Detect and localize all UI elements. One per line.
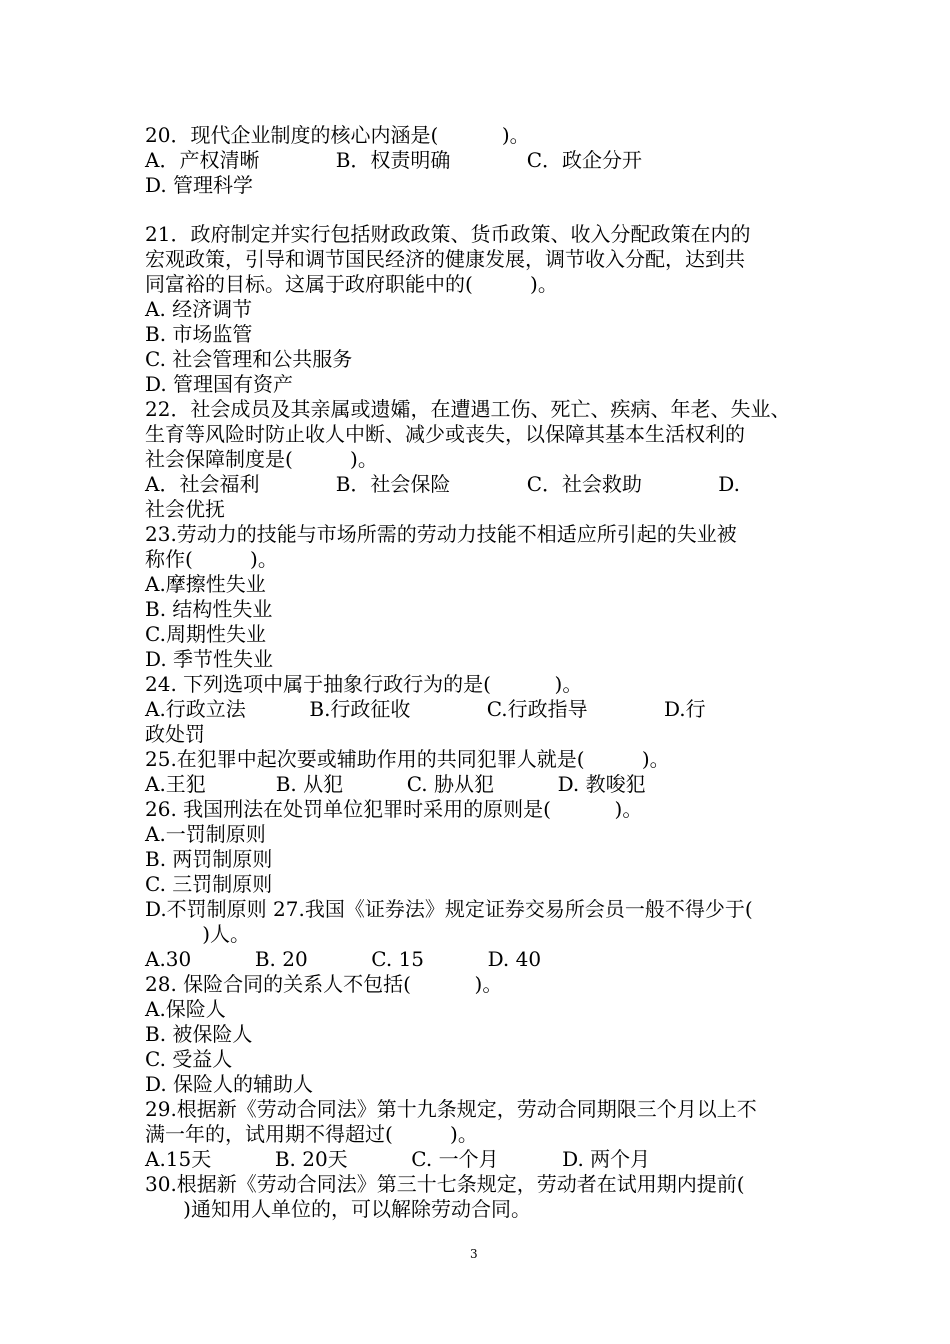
q28-option-b: B. 被保险人 [145,1022,253,1046]
q20-question: 20．现代企业制度的核心内涵是( )。 [145,123,530,147]
q29-options: A.15天 B. 20天 C. 一个月 D. 两个月 [145,1147,651,1171]
q26-option-b: B. 两罚制原则 [145,847,273,871]
q30-question-line1: 30.根据新《劳动合同法》第三十七条规定，劳动者在试用期内提前( [145,1172,745,1196]
q25-question: 25.在犯罪中起次要或辅助作用的共同犯罪人就是( )。 [145,747,670,771]
q25-options: A.王犯 B. 从犯 C. 胁从犯 D. 教唆犯 [145,772,646,796]
q23-option-d: D. 季节性失业 [145,647,274,671]
q21-question-line1: 21．政府制定并实行包括财政政策、货币政策、收入分配政策在内的 [145,222,751,246]
q28-option-c: C. 受益人 [145,1047,233,1071]
q23-option-a: A.摩擦性失业 [145,572,266,596]
q30-question-line2: )通知用人单位的，可以解除劳动合同。 [145,1197,531,1221]
q22-options: A．社会福利 B．社会保险 C．社会救助 D. [145,472,740,496]
q20-option-d: D. 管理科学 [145,173,254,197]
q21-option-d: D. 管理国有资产 [145,372,294,396]
q27-question-cont: )人。 [145,922,251,946]
page-number: 3 [470,1247,478,1261]
q23-option-c: C.周期性失业 [145,622,266,646]
q26-option-d-q27-question: D.不罚制原则 27.我国《证券法》规定证券交易所会员一般不得少于( [145,897,753,921]
q23-question-line1: 23.劳动力的技能与市场所需的劳动力技能不相适应所引起的失业被 [145,522,737,546]
q28-question: 28. 保险合同的关系人不包括( )。 [145,972,503,996]
q22-question-line3: 社会保障制度是( )。 [145,447,378,471]
q20-options: A．产权清晰 B．权责明确 C．政企分开 [145,148,643,172]
q23-option-b: B. 结构性失业 [145,597,273,621]
q23-question-line2: 称作( )。 [145,547,278,571]
q22-options-cont: 社会优抚 [145,497,225,521]
q26-question: 26. 我国刑法在处罚单位犯罪时采用的原则是( )。 [145,797,643,821]
q21-option-a: A. 经济调节 [145,297,253,321]
q29-question-line2: 满一年的，试用期不得超过( )。 [145,1122,478,1146]
q29-question-line1: 29.根据新《劳动合同法》第十九条规定，劳动合同期限三个月以上不 [145,1097,757,1121]
q24-options: A.行政立法 B.行政征收 C.行政指导 D.行 [145,697,706,721]
q21-option-c: C. 社会管理和公共服务 [145,347,353,371]
q22-question-line1: 22．社会成员及其亲属或遗孀，在遭遇工伤、死亡、疾病、年老、失业、 [145,397,791,421]
q21-option-b: B. 市场监管 [145,322,253,346]
q27-options: A.30 B. 20 C. 15 D. 40 [145,947,542,971]
q24-question: 24. 下列选项中属于抽象行政行为的是( )。 [145,672,583,696]
q21-question-line3: 同富裕的目标。这属于政府职能中的( )。 [145,272,558,296]
q21-question-line2: 宏观政策，引导和调节国民经济的健康发展，调节收入分配，达到共 [145,247,745,271]
q26-option-a: A.一罚制原则 [145,822,266,846]
q24-options-cont: 政处罚 [145,722,205,746]
q28-option-a: A.保险人 [145,997,226,1021]
q28-option-d: D. 保险人的辅助人 [145,1072,314,1096]
q26-option-c: C. 三罚制原则 [145,872,273,896]
q22-question-line2: 生育等风险时防止收人中断、减少或丧失，以保障其基本生活权利的 [145,422,745,446]
